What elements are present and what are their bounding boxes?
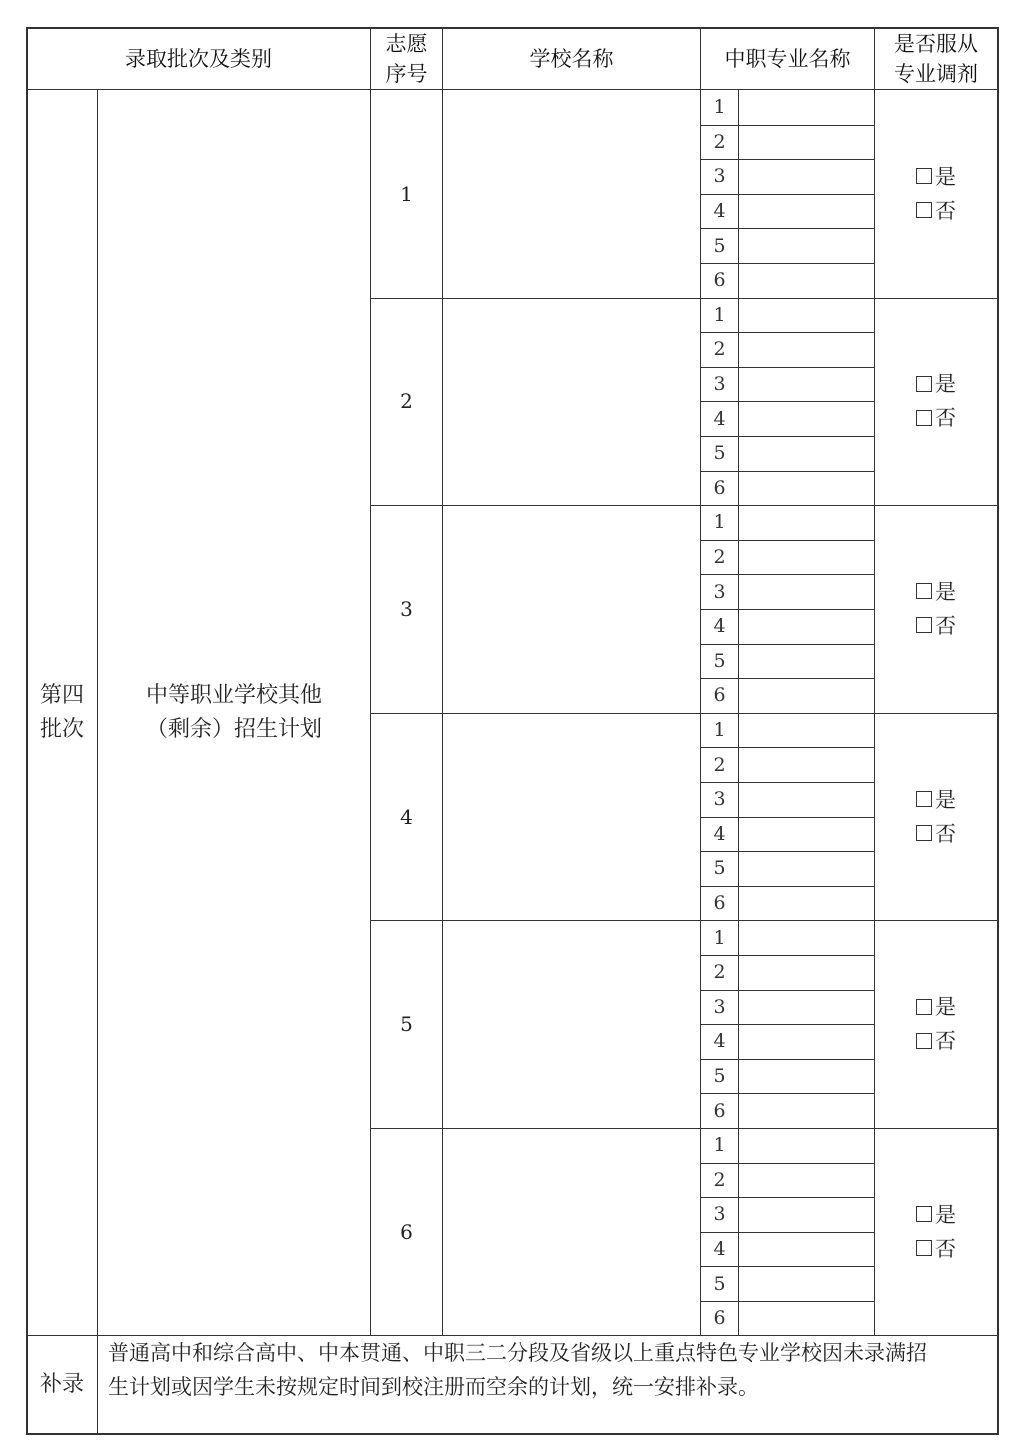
adjust-yes-label: 是 — [935, 787, 956, 812]
major-slot-number: 3 — [713, 995, 726, 1018]
major-name-field[interactable] — [741, 1235, 875, 1266]
choice-number: 2 — [400, 389, 413, 414]
grid-line-h — [700, 332, 875, 333]
major-slot-number: 3 — [713, 580, 726, 603]
major-name-field[interactable] — [741, 993, 875, 1024]
grid-line-h — [370, 298, 998, 299]
choice-number: 6 — [400, 1219, 413, 1244]
adjust-yes-option[interactable] — [916, 160, 956, 194]
major-slot-number: 5 — [713, 442, 726, 465]
adjust-no-option[interactable] — [916, 194, 956, 228]
major-slot-number: 4 — [713, 822, 726, 845]
school-name-field[interactable] — [446, 1132, 700, 1334]
choice-number: 5 — [400, 1012, 413, 1037]
adjust-options — [875, 90, 997, 298]
major-name-field[interactable] — [741, 1269, 875, 1300]
grid-line-h — [700, 367, 875, 368]
adjust-yes-label: 是 — [935, 372, 956, 397]
major-slot-number: 2 — [713, 546, 726, 569]
major-name-field[interactable] — [741, 1200, 875, 1231]
checkbox-no[interactable] — [916, 410, 932, 426]
header-choice-no-line2: 序号 — [385, 62, 428, 86]
major-slot-number: 1 — [713, 303, 726, 326]
major-name-field[interactable] — [741, 785, 875, 816]
grid-line-v — [700, 27, 701, 1336]
grid-line-h — [700, 194, 875, 195]
grid-line-h — [700, 747, 875, 748]
batch-label — [27, 90, 97, 1336]
grid-line-v — [442, 27, 443, 1336]
supplement-label: 补录 — [39, 1371, 84, 1397]
grid-line-h — [700, 436, 875, 437]
major-name-field[interactable] — [741, 335, 875, 366]
header-batch-category: 录取批次及类别 — [125, 47, 272, 71]
major-slot-number: 2 — [713, 338, 726, 361]
major-name-field[interactable] — [741, 750, 875, 781]
choice-number: 1 — [400, 181, 413, 206]
major-name-field[interactable] — [741, 820, 875, 851]
grid-line-h — [700, 955, 875, 956]
checkbox-yes[interactable] — [916, 583, 932, 599]
adjust-no-option[interactable] — [916, 609, 956, 643]
major-name-field[interactable] — [741, 577, 875, 608]
grid-line-h — [370, 505, 998, 506]
major-slot-number: 2 — [713, 130, 726, 153]
choice-number: 3 — [400, 596, 413, 621]
adjust-yes-label: 是 — [935, 579, 956, 604]
grid-line-h — [700, 1232, 875, 1233]
grid-line-h — [700, 1197, 875, 1198]
adjust-yes-label: 是 — [935, 164, 956, 189]
checkbox-yes[interactable] — [916, 168, 932, 184]
grid-line-v — [370, 27, 371, 1336]
grid-line-h — [370, 713, 998, 714]
adjust-no-option[interactable] — [916, 817, 956, 851]
major-slot-number: 2 — [713, 753, 726, 776]
batch-category — [98, 90, 370, 1336]
adjust-no-label: 否 — [935, 406, 956, 431]
adjust-no-label: 否 — [935, 198, 956, 223]
header-obey-adjust-line2: 专业调剂 — [894, 62, 978, 86]
grid-line-h — [700, 678, 875, 679]
major-name-field[interactable] — [741, 647, 875, 678]
major-slot-number: 4 — [713, 1238, 726, 1261]
adjust-no-label: 否 — [935, 821, 956, 846]
major-slot-number: 6 — [713, 1099, 726, 1122]
grid-line-h — [370, 1128, 998, 1129]
header-school-name: 学校名称 — [529, 47, 614, 71]
major-slot-number: 1 — [713, 926, 726, 949]
grid-line-h — [700, 574, 875, 575]
major-slot-number: 3 — [713, 165, 726, 188]
grid-line-v — [874, 27, 875, 1336]
checkbox-yes[interactable] — [916, 999, 932, 1015]
grid-line-h — [700, 401, 875, 402]
grid-line-v — [997, 27, 999, 1435]
grid-line-h — [700, 1093, 875, 1094]
major-slot-number: 6 — [713, 476, 726, 499]
batch-category-line1: 中等职业学校其他 — [145, 683, 322, 708]
major-name-field[interactable] — [741, 404, 875, 435]
major-slot-number: 4 — [713, 1030, 726, 1053]
major-slot-number: 5 — [713, 1065, 726, 1088]
major-slot-number: 6 — [713, 1307, 726, 1330]
adjust-no-label: 否 — [935, 613, 956, 638]
adjust-no-label: 否 — [935, 1236, 956, 1261]
choice-number: 4 — [400, 804, 413, 829]
grid-line-h — [26, 1335, 998, 1336]
major-name-field[interactable] — [741, 854, 875, 885]
adjust-options — [875, 298, 997, 506]
major-slot-number: 5 — [713, 234, 726, 257]
school-name-field[interactable] — [446, 717, 700, 919]
major-slot-number: 6 — [713, 269, 726, 292]
major-name-field[interactable] — [741, 1062, 875, 1093]
checkbox-no[interactable] — [916, 617, 932, 633]
grid-line-h — [26, 1433, 998, 1435]
grid-line-h — [700, 1163, 875, 1164]
checkbox-yes[interactable] — [916, 376, 932, 392]
grid-line-v — [26, 27, 28, 1435]
major-name-field[interactable] — [741, 231, 875, 262]
grid-line-h — [700, 1301, 875, 1302]
checkbox-yes[interactable] — [916, 1206, 932, 1222]
major-slot-number: 1 — [713, 96, 726, 119]
batch-category-line2: （剩余）招生计划 — [145, 717, 322, 742]
supplement-text-line1: 普通高中和综合高中、中本贯通、中职三二分段及省级以上重点特色专业学校因未录满招 — [108, 1341, 927, 1365]
grid-line-h — [700, 644, 875, 645]
major-name-field[interactable] — [741, 93, 875, 124]
adjust-yes-option[interactable] — [916, 990, 956, 1024]
checkbox-no[interactable] — [916, 1033, 932, 1049]
major-slot-number: 5 — [713, 1272, 726, 1295]
batch-label-line2: 批次 — [39, 717, 84, 742]
grid-line-h — [700, 471, 875, 472]
major-slot-number: 4 — [713, 200, 726, 223]
major-name-field[interactable] — [741, 543, 875, 574]
adjust-yes-option[interactable] — [916, 1198, 956, 1232]
major-name-field[interactable] — [741, 1096, 875, 1127]
checkbox-no[interactable] — [916, 1240, 932, 1256]
major-name-field[interactable] — [741, 370, 875, 401]
grid-line-h — [700, 886, 875, 887]
major-name-field[interactable] — [741, 474, 875, 505]
major-slot-number: 1 — [713, 511, 726, 534]
major-slot-number: 2 — [713, 1168, 726, 1191]
supplement-text-line2: 生计划或因学生未按规定时间到校注册而空余的计划，统一安排补录。 — [108, 1375, 759, 1399]
checkbox-yes[interactable] — [916, 791, 932, 807]
major-name-field[interactable] — [741, 681, 875, 712]
major-slot-number: 6 — [713, 892, 726, 915]
adjust-options — [875, 505, 997, 713]
adjust-yes-option[interactable] — [916, 367, 956, 401]
header-choice-no-line1: 志愿 — [385, 32, 428, 56]
major-slot-number: 6 — [713, 684, 726, 707]
grid-line-h — [700, 159, 875, 160]
major-slot-number: 3 — [713, 373, 726, 396]
adjust-yes-option[interactable] — [916, 783, 956, 817]
major-name-field[interactable] — [741, 162, 875, 193]
major-name-field[interactable] — [741, 889, 875, 920]
grid-line-h — [370, 920, 998, 921]
header-obey-adjust — [875, 28, 997, 90]
major-name-field[interactable] — [741, 716, 875, 747]
major-name-field[interactable] — [741, 923, 875, 954]
grid-line-h — [700, 990, 875, 991]
major-name-field[interactable] — [741, 1166, 875, 1197]
major-name-field[interactable] — [741, 1304, 875, 1335]
adjust-options — [875, 1128, 997, 1336]
adjust-yes-option[interactable] — [916, 575, 956, 609]
major-name-field[interactable] — [741, 1027, 875, 1058]
major-name-field[interactable] — [741, 958, 875, 989]
major-slot-number: 5 — [713, 857, 726, 880]
grid-line-h — [26, 89, 998, 90]
grid-line-h — [700, 228, 875, 229]
grid-line-h — [700, 125, 875, 126]
major-name-field[interactable] — [741, 508, 875, 539]
major-slot-number: 5 — [713, 649, 726, 672]
adjust-yes-label: 是 — [935, 1202, 956, 1227]
major-slot-number: 3 — [713, 1203, 726, 1226]
grid-line-h — [700, 609, 875, 610]
batch-label-line1: 第四 — [39, 683, 84, 708]
grid-line-h — [700, 540, 875, 541]
major-name-field[interactable] — [741, 1131, 875, 1162]
major-name-field[interactable] — [741, 266, 875, 297]
school-name-field[interactable] — [446, 302, 700, 504]
grid-line-h — [700, 851, 875, 852]
grid-line-h — [700, 817, 875, 818]
supplement-text — [108, 1336, 993, 1433]
grid-line-h — [700, 1266, 875, 1267]
school-name-field[interactable] — [446, 509, 700, 711]
adjust-yes-label: 是 — [935, 995, 956, 1020]
major-name-field[interactable] — [741, 128, 875, 159]
adjust-no-option[interactable] — [916, 1024, 956, 1058]
major-slot-number: 1 — [713, 719, 726, 742]
adjust-options — [875, 713, 997, 921]
major-slot-number: 4 — [713, 615, 726, 638]
major-name-field[interactable] — [741, 439, 875, 470]
checkbox-no[interactable] — [916, 202, 932, 218]
grid-line-h — [700, 263, 875, 264]
adjust-no-label: 否 — [935, 1029, 956, 1054]
adjust-no-option[interactable] — [916, 401, 956, 435]
grid-line-h — [700, 782, 875, 783]
header-major-name: 中职专业名称 — [724, 47, 851, 71]
grid-line-h — [700, 1059, 875, 1060]
school-name-field[interactable] — [446, 924, 700, 1126]
major-name-field[interactable] — [741, 612, 875, 643]
major-slot-number: 4 — [713, 407, 726, 430]
grid-line-h — [26, 27, 998, 29]
adjust-no-option[interactable] — [916, 1232, 956, 1266]
header-choice-no — [371, 28, 442, 90]
major-name-field[interactable] — [741, 197, 875, 228]
grid-line-v — [97, 89, 98, 1435]
major-slot-number: 1 — [713, 1134, 726, 1157]
school-name-field[interactable] — [446, 94, 700, 296]
major-slot-number: 2 — [713, 961, 726, 984]
adjust-options — [875, 920, 997, 1128]
checkbox-no[interactable] — [916, 825, 932, 841]
major-slot-number: 3 — [713, 788, 726, 811]
grid-line-h — [700, 1024, 875, 1025]
major-name-field[interactable] — [741, 301, 875, 332]
header-obey-adjust-line1: 是否服从 — [894, 32, 978, 56]
